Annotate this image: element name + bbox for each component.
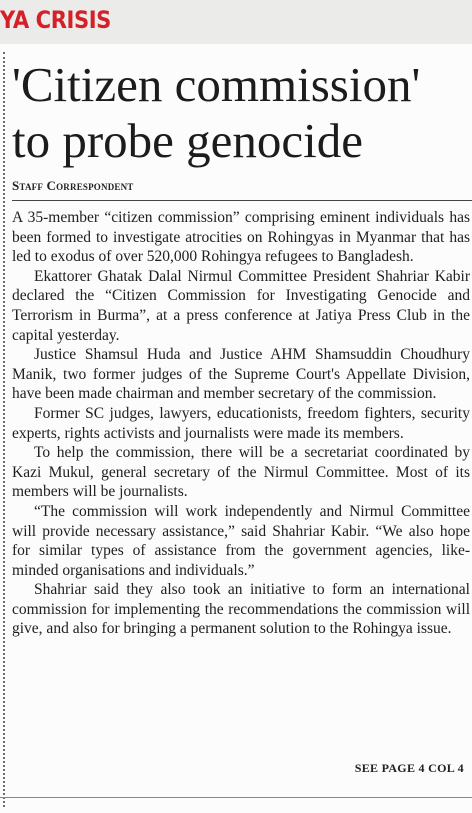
paragraph: Ekattorer Ghatak Dalal Nirmul Committee President Shahriar Kabir declared the “Citizen Commission for Investigating Genocide and Terrorism in Burma”, at a press conference at Jatiya Press Club in the capital yesterday.: [12, 267, 470, 344]
paragraph: Former SC judges, lawyers, educationists, freedom fighters, security experts, rights activists and journalists were made its members.: [12, 404, 470, 442]
paragraph: A 35-member “citizen commission” comprising eminent individuals has been formed to investigate atrocities on Rohingyas in Myanmar that has led to exodus of over 520,000 Rohingya refugees to Bangladesh.: [12, 209, 470, 266]
paragraph: “The commission will work independently and Nirmul Committee will provide necessary assistance,” said Shahriar Kabir. “We also hope for similar types of assistance from the government agencies, like-minded organisations and individuals.”: [12, 502, 470, 579]
byline-divider: [12, 200, 472, 201]
headline-line-1: 'Citizen commission': [12, 57, 421, 112]
paragraph: Shahriar said they also took an initiative to form an international commission for implementing the recommendations the commission will give, and also for bringing a permanent solution to the Rohingya issue.: [12, 581, 470, 638]
jump-line: SEE PAGE 4 COL 4: [354, 761, 464, 775]
bottom-divider: [0, 797, 472, 798]
dotted-column-rule: [3, 52, 5, 807]
byline: Staff Correspondent: [12, 178, 134, 193]
section-kicker: YA CRISIS: [0, 6, 111, 34]
kicker-band: [0, 0, 472, 44]
headline-line-2: to probe genocide: [12, 113, 364, 168]
headline: [12, 57, 472, 169]
article-body: [12, 208, 470, 639]
paragraph: Justice Shamsul Huda and Justice AHM Shamsuddin Choudhury Manik, two former judges of the Supreme Court's Appellate Division, have been made chairman and member secretary of the commission.: [12, 346, 470, 403]
paragraph: To help the commission, there will be a secretariat coordinated by Kazi Mukul, general secretary of the Nirmul Committee. Most of its members will be journalists.: [12, 444, 470, 501]
